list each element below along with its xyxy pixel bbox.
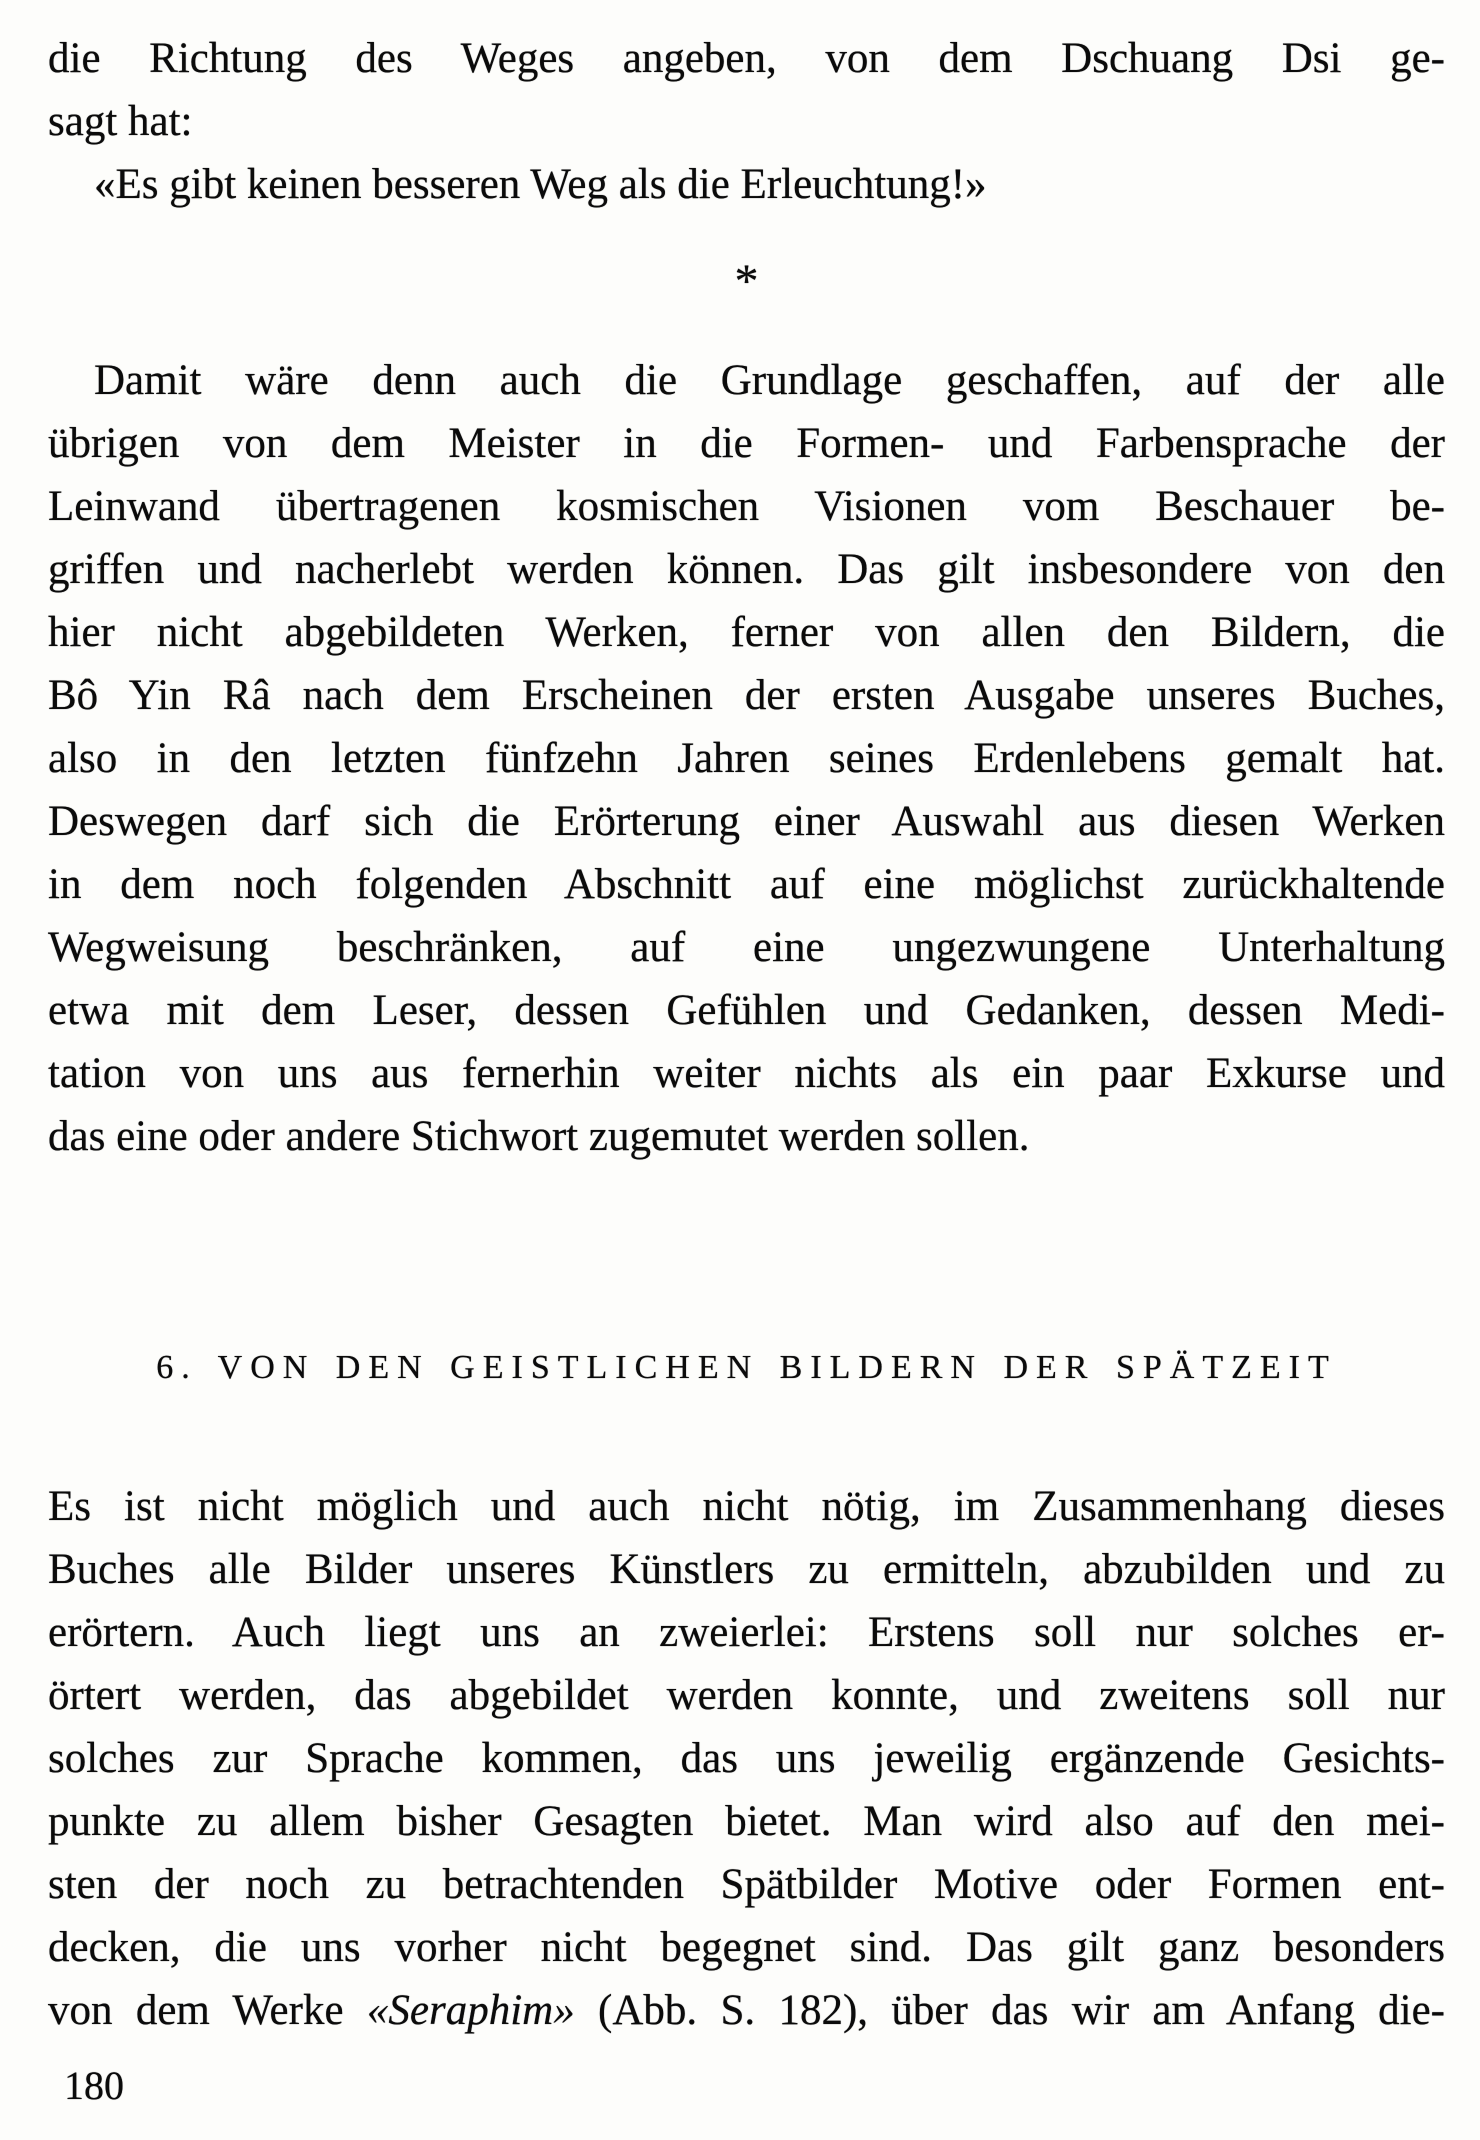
chapter-heading: 6. VON DEN GEISTLICHEN BILDERN DER SPÄTZEIT [156,1349,1337,1386]
text-segment: sten der noch zu betrachtenden Spätbilder Motive oder Formen ent- [48,1861,1445,1908]
text-segment: Es ist nicht möglich und auch nicht nötig, im Zusammenhang dieses [48,1483,1445,1530]
text-segment: in dem noch folgenden Abschnitt auf eine möglichst zurückhaltende [48,861,1445,908]
text-line [48,979,1445,1042]
text-segment: Wegweisung beschränken, auf eine ungezwungene Unterhaltung [48,924,1445,971]
work-title-italic: «Seraphim» [366,1987,575,2034]
text-segment: Leinwand übertragenen kosmischen Visionen vom Beschauer be- [48,483,1445,530]
paragraph-2 [48,1475,1445,2042]
text-line [48,1790,1445,1853]
opening-text-block [48,27,1445,216]
page-number: 180 [64,2063,124,2108]
text-line [48,1105,1445,1168]
text-line [48,1853,1445,1916]
text-segment: hier nicht abgebildeten Werken, ferner von allen den Bildern, die [48,609,1445,656]
text-line [48,853,1445,916]
text-segment: (Abb. S. 182), über das wir am Anfang die- [574,1987,1446,2034]
text-segment: Damit wäre denn auch die Grundlage geschaffen, auf der alle [94,357,1445,404]
text-line [48,1042,1445,1105]
text-segment: die Richtung des Weges angeben, von dem Dschuang Dsi ge- [48,35,1445,82]
text-line [48,412,1445,475]
text-line [48,475,1445,538]
text-segment: sagt hat: [48,98,193,145]
text-segment: erörtern. Auch liegt uns an zweierlei: Erstens soll nur solches er- [48,1609,1445,1656]
text-line [48,1601,1445,1664]
text-segment: decken, die uns vorher nicht begegnet sind. Das gilt ganz besonders [48,1924,1445,1971]
text-line [48,538,1445,601]
text-segment: übrigen von dem Meister in die Formen- und Farbensprache der [48,420,1445,467]
text-line [48,27,1445,90]
text-line [48,790,1445,853]
text-line [48,90,1445,153]
text-segment: griffen und nacherlebt werden können. Das gilt insbesondere von den [48,546,1445,593]
text-line [48,1916,1445,1979]
text-segment: solches zur Sprache kommen, das uns jeweilig ergänzende Gesichts- [48,1735,1445,1782]
text-line [48,349,1445,412]
text-line [48,1475,1445,1538]
text-line [48,601,1445,664]
text-line [48,1979,1445,2042]
text-line [48,1664,1445,1727]
text-segment: also in den letzten fünfzehn Jahren seines Erdenlebens gemalt hat. [48,735,1445,782]
text-line [48,664,1445,727]
text-line [48,727,1445,790]
text-line [48,1727,1445,1790]
text-segment: Buches alle Bilder unseres Künstlers zu ermitteln, abzubilden und zu [48,1546,1445,1593]
text-segment: «Es gibt keinen besseren Weg als die Erleuchtung!» [94,161,987,208]
text-segment: örtert werden, das abgebildet werden konnte, und zweitens soll nur [48,1672,1445,1719]
text-line [48,153,1445,216]
text-segment: punkte zu allem bisher Gesagten bietet. Man wird also auf den mei- [48,1798,1445,1845]
text-line [48,916,1445,979]
text-segment: etwa mit dem Leser, dessen Gefühlen und Gedanken, dessen Medi- [48,987,1445,1034]
asterisk-separator: * [734,255,759,308]
paragraph-1 [48,349,1445,1168]
text-segment: von dem Werke [48,1987,367,2034]
text-segment: tation von uns aus fernerhin weiter nichts als ein paar Exkurse und [48,1050,1445,1097]
text-line [48,1538,1445,1601]
text-segment: Deswegen darf sich die Erörterung einer Auswahl aus diesen Werken [48,798,1445,845]
text-segment: das eine oder andere Stichwort zugemutet werden sollen. [48,1113,1030,1160]
text-segment: Bô Yin Râ nach dem Erscheinen der ersten Ausgabe unseres Buches, [48,672,1445,719]
